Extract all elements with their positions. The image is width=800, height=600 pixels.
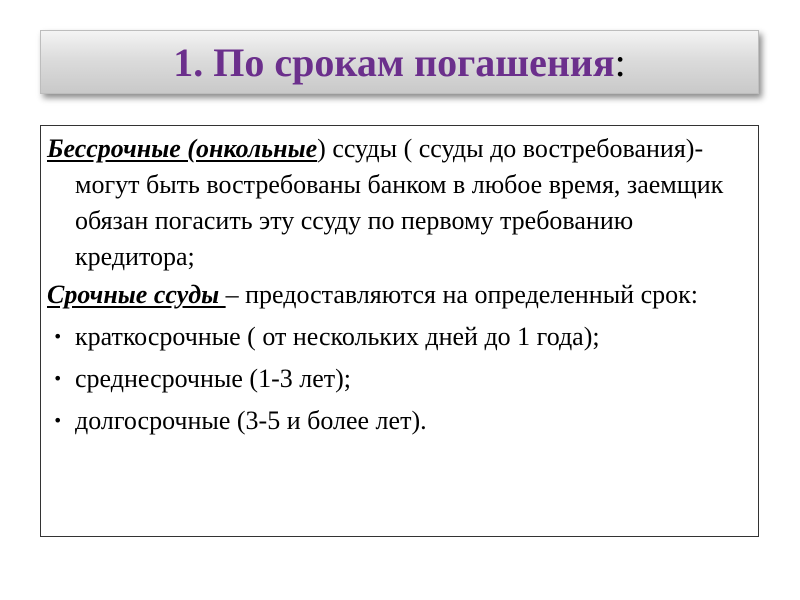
title-text: 1. По срокам погашения <box>173 39 615 85</box>
list-item <box>47 403 750 439</box>
list-item-text: долгосрочные (3-5 и более лет). <box>75 406 427 435</box>
term-perpetual: Бессрочные (онкольные <box>47 134 318 163</box>
term-fixed: Срочные ссуды <box>47 280 226 309</box>
list-item-text: краткосрочные ( от нескольких дней до 1 года); <box>75 322 600 351</box>
list-item-text: среднесрочные (1-3 лет); <box>75 364 352 393</box>
bullet-icon: • <box>53 411 63 430</box>
title-banner <box>40 30 759 94</box>
slide-title <box>173 39 625 86</box>
paragraph-term-text: – предоставляются на определенный срок: <box>225 280 698 309</box>
bullet-icon: • <box>53 327 63 346</box>
title-colon: : <box>614 39 626 85</box>
content-box <box>40 125 759 537</box>
paragraph-perpetual-text: ) ссуды ( ссуды до востребования)- могут быть востребованы банком в любое время, заемщик обязан погасить эту ссуду по первому требованию кредитора; <box>75 134 724 271</box>
paragraph-term-loans <box>47 277 750 313</box>
list-item <box>47 361 750 397</box>
loan-term-list <box>47 319 750 439</box>
paragraph-perpetual-loans <box>47 131 750 275</box>
list-item <box>47 319 750 355</box>
bullet-icon: • <box>53 369 63 388</box>
